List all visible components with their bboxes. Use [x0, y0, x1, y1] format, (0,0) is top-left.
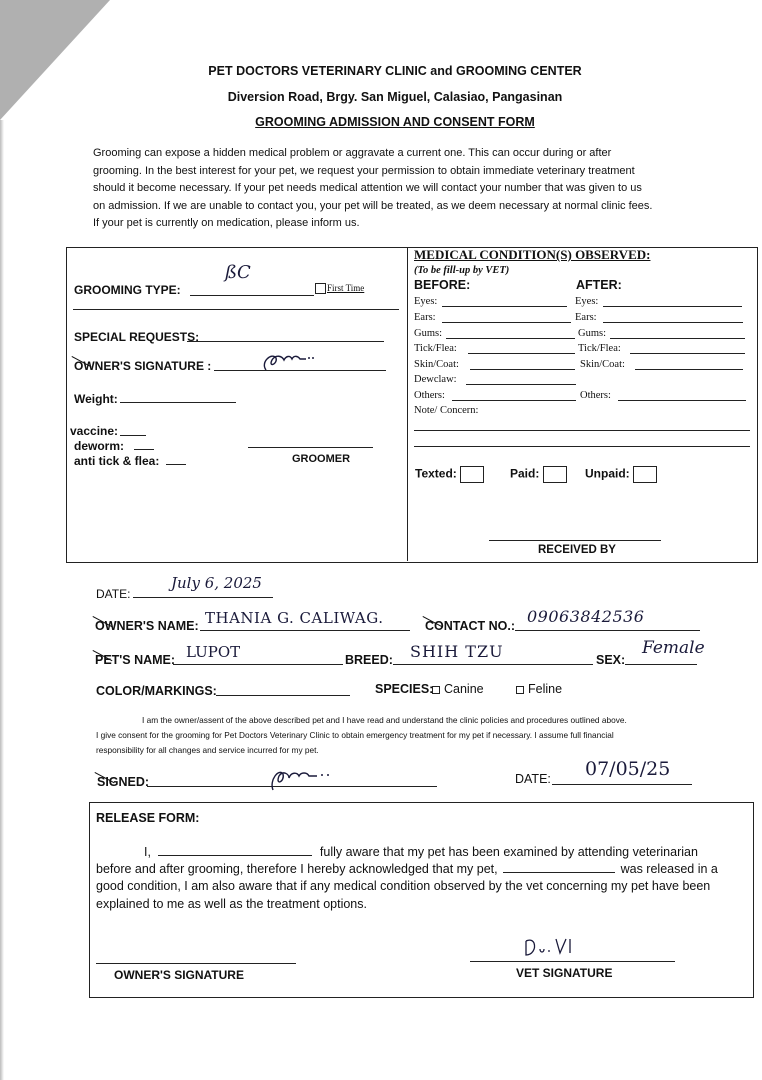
- release-text-1: fully aware that my pet has been examined by attending veterinarian: [319, 845, 698, 859]
- deworm-label: deworm:: [74, 439, 125, 453]
- species-label: SPECIES:: [375, 682, 434, 696]
- before-others: Others:: [414, 390, 445, 401]
- after-eyes: Eyes:: [575, 296, 599, 307]
- intro-line: should it become necessary. If your pet needs medical attention we will contact your number that was given to us: [93, 182, 642, 194]
- owner-signature-scribble: [258, 346, 318, 376]
- owner-signed-scribble: [263, 762, 343, 794]
- before-label: BEFORE:: [414, 278, 471, 292]
- unpaid-checkbox[interactable]: [633, 466, 657, 483]
- contact-line[interactable]: [515, 630, 700, 631]
- after-skin-line[interactable]: [635, 369, 743, 370]
- deworm-line[interactable]: [134, 449, 154, 450]
- signed-date-label: DATE:: [515, 772, 551, 786]
- canine-checkbox[interactable]: [432, 686, 440, 694]
- clinic-address: Diversion Road, Brgy. San Miguel, Calasiao, Pangasinan: [227, 90, 563, 104]
- before-eyes-line[interactable]: [442, 306, 567, 307]
- vet-signature-scribble: [522, 935, 578, 959]
- note-concern: Note/ Concern:: [414, 405, 479, 416]
- contact-label: [425, 619, 515, 633]
- release-owner-sig-label: OWNER'S SIGNATURE: [114, 968, 244, 982]
- date-label: DATE:: [96, 587, 131, 601]
- before-skin: Skin/Coat:: [414, 359, 459, 370]
- groomer-signature-line[interactable]: [248, 447, 373, 448]
- weight-line[interactable]: [120, 402, 236, 403]
- grooming-type-second-line[interactable]: [73, 309, 399, 310]
- release-vet-sig-label: VET SIGNATURE: [516, 966, 613, 980]
- release-line-2: [96, 862, 718, 876]
- signed-date-line[interactable]: [552, 784, 692, 785]
- release-vet-sig-line[interactable]: [470, 961, 675, 962]
- release-line-3: good condition, I am also aware that if any medical condition observed by the vet concerning my pet have been: [96, 879, 711, 893]
- signed-text: SIGNED:: [97, 775, 150, 789]
- paid-checkbox[interactable]: [543, 466, 567, 483]
- pet-name-line[interactable]: [173, 664, 343, 665]
- date-value: July 6, 2025: [171, 574, 262, 592]
- date-line[interactable]: [133, 597, 273, 598]
- contact-text: CONTACT NO.:: [425, 619, 516, 633]
- before-gums-line[interactable]: [446, 338, 575, 339]
- paid-label: Paid:: [510, 466, 540, 481]
- owner-signature-label: [74, 359, 211, 373]
- texted-field[interactable]: [415, 466, 484, 483]
- sex-line[interactable]: [625, 664, 697, 665]
- release-form-title: RELEASE FORM:: [96, 811, 200, 825]
- grooming-type-label: GROOMING TYPE:: [74, 283, 181, 297]
- special-requests-label: SPECIAL REQUESTS:: [74, 330, 200, 344]
- signed-label: [97, 775, 149, 789]
- before-gums: Gums:: [414, 328, 443, 339]
- contact-value: 09063842536: [527, 607, 645, 626]
- sex-label: SEX:: [596, 653, 626, 667]
- groomer-label: GROOMER: [292, 453, 351, 465]
- texted-checkbox[interactable]: [460, 466, 484, 483]
- admission-box-divider: [407, 247, 408, 561]
- paid-field[interactable]: [510, 466, 567, 483]
- before-others-line[interactable]: [452, 400, 576, 401]
- note-line-1[interactable]: [414, 430, 750, 431]
- checkbox-icon[interactable]: [315, 283, 326, 294]
- release-line-1: [96, 845, 698, 859]
- after-ears-line[interactable]: [603, 322, 743, 323]
- vaccine-label: vaccine:: [70, 424, 119, 438]
- after-skin: Skin/Coat:: [580, 359, 625, 370]
- weight-label: Weight:: [74, 392, 118, 406]
- feline-checkbox[interactable]: [516, 686, 524, 694]
- release-line-4: explained to me as well as the treatment options.: [96, 897, 367, 911]
- species-canine[interactable]: [432, 682, 484, 696]
- form-title: GROOMING ADMISSION AND CONSENT FORM: [255, 115, 535, 129]
- intro-paragraph: [93, 145, 713, 233]
- release-name-blank[interactable]: [158, 855, 312, 856]
- before-tick: Tick/Flea:: [414, 343, 457, 354]
- owner-name-line[interactable]: [200, 630, 410, 631]
- intro-line: If your pet is currently on medication, please inform us.: [93, 217, 360, 229]
- unpaid-field[interactable]: [585, 466, 657, 483]
- breed-value: SHIH TZU: [410, 642, 504, 661]
- after-others: Others:: [580, 390, 611, 401]
- release-pet-blank[interactable]: [503, 872, 615, 873]
- owner-name-text: OWNER'S NAME:: [95, 619, 199, 633]
- after-label: AFTER:: [576, 278, 622, 292]
- consent-paragraph: [96, 713, 627, 758]
- pet-name-value: LUPOT: [186, 643, 241, 661]
- owner-name-label: [95, 619, 199, 633]
- color-markings-label: COLOR/MARKINGS:: [96, 684, 217, 698]
- release-text-2: before and after grooming, therefore I hereby acknowledged that my pet,: [96, 862, 498, 876]
- before-ears: Ears:: [414, 312, 436, 323]
- consent-line: I give consent for the grooming for Pet Doctors Veterinary Clinic to obtain emergency treatment for my pet if necessary. I assume full financial: [96, 730, 614, 740]
- clinic-name: PET DOCTORS VETERINARY CLINIC and GROOMING CENTER: [208, 64, 582, 78]
- before-dewclaw-line[interactable]: [466, 384, 576, 385]
- after-tick-line[interactable]: [630, 353, 745, 354]
- medical-condition-title: MEDICAL CONDITION(S) OBSERVED:: [414, 247, 651, 262]
- first-time-checkbox[interactable]: [315, 283, 367, 294]
- texted-label: Texted:: [415, 466, 457, 481]
- note-line-2[interactable]: [414, 446, 750, 447]
- before-skin-line[interactable]: [470, 369, 575, 370]
- before-eyes: Eyes:: [414, 296, 438, 307]
- feline-label: Feline: [528, 682, 563, 696]
- release-text-3: was released in a: [620, 862, 718, 876]
- owner-name-value: THANIA G. CALIWAG.: [205, 609, 384, 627]
- vaccine-line[interactable]: [120, 435, 146, 436]
- unpaid-label: Unpaid:: [585, 466, 630, 481]
- canine-label: Canine: [444, 682, 484, 696]
- release-i: I,: [144, 845, 151, 859]
- color-markings-line[interactable]: [216, 695, 350, 696]
- breed-label: BREED:: [345, 653, 393, 667]
- after-eyes-line[interactable]: [603, 306, 742, 307]
- before-ears-line[interactable]: [442, 322, 571, 323]
- vet-note: (To be fill-up by VET): [414, 265, 510, 276]
- grooming-type-value: ßC: [225, 262, 251, 283]
- sex-value: Female: [642, 638, 705, 658]
- before-dewclaw: Dewclaw:: [414, 374, 457, 385]
- first-time-label: First Time: [327, 283, 365, 293]
- release-owner-sig-line[interactable]: [96, 963, 296, 964]
- after-gums: Gums:: [578, 328, 607, 339]
- after-others-line[interactable]: [618, 400, 746, 401]
- consent-line: responsibility for all changes and service incurred for my pet.: [96, 745, 319, 755]
- before-tick-line[interactable]: [468, 353, 575, 354]
- after-tick: Tick/Flea:: [578, 343, 621, 354]
- intro-line: on admission. If we are unable to contact you, your pet will be treated, as we deem necessary at normal clinic fees.: [93, 199, 653, 212]
- owner-signature-text: OWNER'S SIGNATURE :: [74, 359, 212, 373]
- consent-line: I am the owner/assent of the above described pet and I have read and understand the clinic policies and procedures outlined above.: [142, 715, 627, 725]
- special-requests-line[interactable]: [187, 341, 384, 342]
- intro-line: grooming. In the best interest for your pet, we request your permission to obtain immediate veterinary treatment: [93, 164, 635, 177]
- after-gums-line[interactable]: [610, 338, 745, 339]
- pet-name-text: PET'S NAME:: [95, 653, 176, 667]
- intro-line: Grooming can expose a hidden medical problem or aggravate a current one. This can occur during or after: [93, 147, 612, 159]
- anti-tick-line[interactable]: [166, 464, 186, 465]
- received-by-label: RECEIVED BY: [538, 544, 616, 556]
- scan-edge-shadow: [0, 120, 4, 1080]
- received-by-line[interactable]: [489, 540, 661, 541]
- anti-tick-label: anti tick & flea:: [74, 454, 160, 468]
- grooming-type-line[interactable]: [190, 295, 314, 296]
- signed-date-value: 07/05/25: [585, 758, 671, 780]
- breed-line[interactable]: [393, 664, 593, 665]
- species-feline[interactable]: [516, 682, 562, 696]
- pet-name-label: [95, 653, 175, 667]
- after-ears: Ears:: [575, 312, 597, 323]
